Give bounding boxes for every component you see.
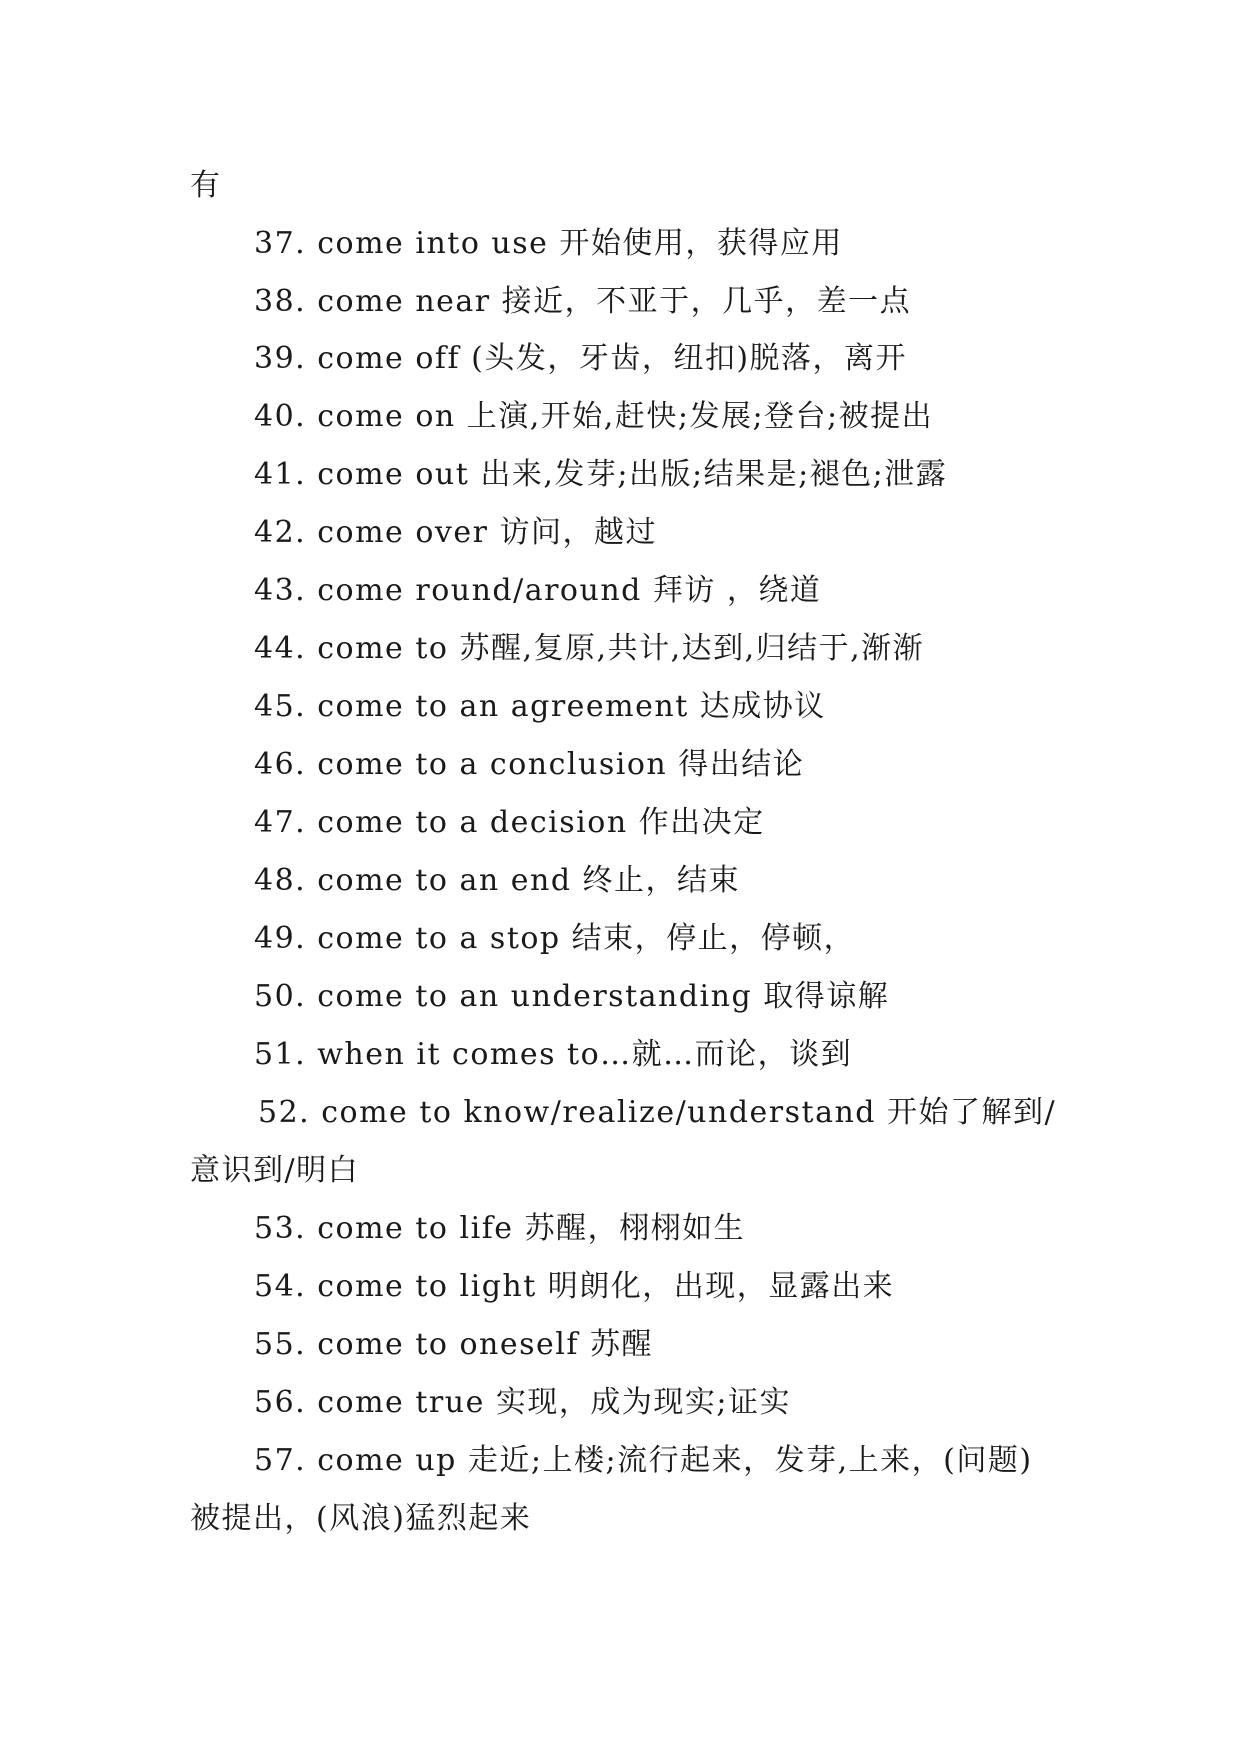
list-item: 57. come up 走近;上楼;流行起来，发芽,上来，(问题) <box>254 1443 1033 1478</box>
list-item: 40. come on 上演,开始,赶快;发展;登台;被提出 <box>254 399 934 434</box>
list-item: 45. come to an agreement 达成协议 <box>254 689 826 724</box>
list-item: 48. come to an end 终止，结束 <box>254 863 741 898</box>
list-item-continuation: 意识到/明白 <box>190 1153 360 1188</box>
list-item: 55. come to oneself 苏醒 <box>254 1327 654 1362</box>
list-item: 44. come to 苏醒,复原,共计,达到,归结于,渐渐 <box>254 631 925 666</box>
list-item: 50. come to an understanding 取得谅解 <box>254 979 890 1014</box>
list-item: 39. come off (头发，牙齿，纽扣)脱落，离开 <box>254 341 908 376</box>
list-item: 54. come to light 明朗化，出现，显露出来 <box>254 1269 895 1304</box>
list-item: 43. come round/around 拜访 ，绕道 <box>254 573 822 608</box>
text-line: 有 <box>190 168 222 203</box>
list-item: 49. come to a stop 结束，停止，停顿， <box>254 921 856 956</box>
list-item: 52. come to know/realize/understand 开始了解到/ <box>258 1095 1057 1130</box>
list-item: 46. come to a conclusion 得出结论 <box>254 747 805 782</box>
list-item: 56. come true 实现，成为现实;证实 <box>254 1385 791 1420</box>
list-item: 37. come into use 开始使用，获得应用 <box>254 226 843 261</box>
list-item: 47. come to a decision 作出决定 <box>254 805 765 840</box>
list-item-continuation: 被提出，(风浪)猛烈起来 <box>190 1501 532 1536</box>
list-item: 38. come near 接近，不亚于，几乎，差一点 <box>254 284 912 319</box>
list-item: 42. come over 访问，越过 <box>254 515 657 550</box>
list-item: 53. come to life 苏醒，栩栩如生 <box>254 1211 746 1246</box>
list-item: 41. come out 出来,发芽;出版;结果是;褪色;泄露 <box>254 457 948 492</box>
list-item: 51. when it comes to…就…而论，谈到 <box>254 1037 853 1072</box>
